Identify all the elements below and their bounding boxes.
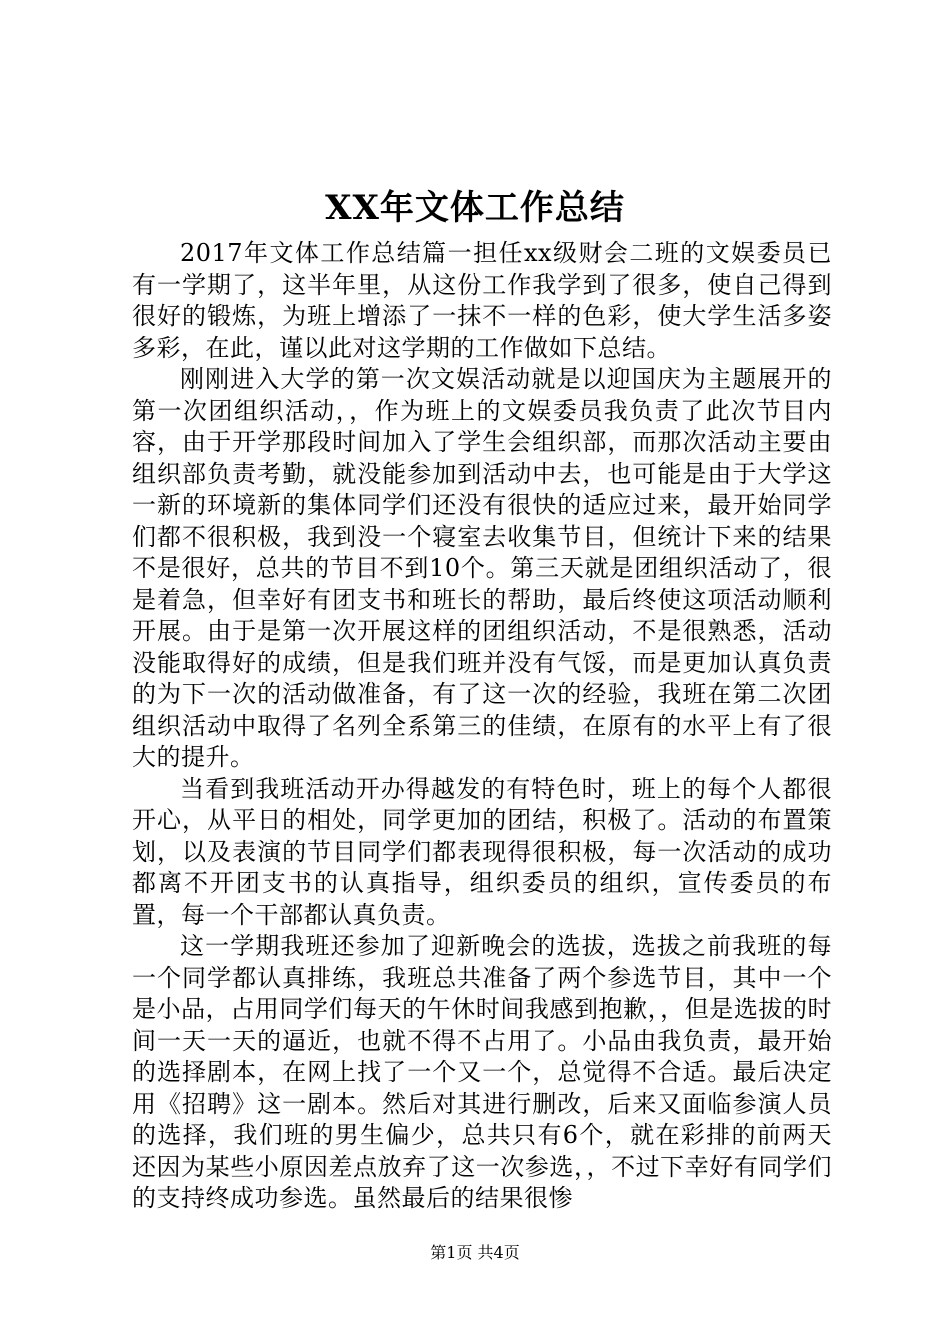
page-footer: 第1页 共4页 [430, 1243, 520, 1262]
paragraph-4: 这一学期我班还参加了迎新晚会的选拔，选拔之前我班的每一个同学都认真排练，我班总共准备了两个参选节目，其中一个是小品，占用同学们每天的午休时间我感到抱歉，，但是选拔的时间一天一天的逼近，也就不得不占用了。小品由我负责，最开始的选择剧本，在网上找了一个又一个，总觉得不合适。最后决定用《招聘》这一剧本。然后对其进行删改，后来又面临参演人员的选择，我们班的男生偏少，总共只有6个，就在彩排的前两天还因为某些小原因差点放弃了这一次参选，，不过下幸好有同学们的支持终成功参选。虽然最后的结果很惨 [132, 932, 832, 1212]
document-body [132, 238, 832, 1215]
paragraph-3: 当看到我班活动开办得越发的有特色时，班上的每个人都很开心，从平日的相处，同学更加的团结，积极了。活动的布置策划，以及表演的节目同学们都表现得很积极，每一次活动的成功都离不开团支书的认真指导，组织委员的组织，宣传委员的布置，每一个干部都认真负责。 [132, 774, 832, 929]
document-title: XX年文体工作总结 [325, 188, 625, 228]
paragraph-1: 2017年文体工作总结篇一担任xx级财会二班的文娱委员已有一学期了，这半年里，从这份工作我学到了很多，使自己得到很好的锻炼，为班上增添了一抹不一样的色彩，使大学生活多姿多彩，在此，谨以此对这学期的工作做如下总结。 [132, 239, 832, 362]
paragraph-2: 刚刚进入大学的第一次文娱活动就是以迎国庆为主题展开的第一次团组织活动，，作为班上的文娱委员我负责了此次节目内容，由于开学那段时间加入了学生会组织部，而那次活动主要由组织部负责考勤，就没能参加到活动中去，也可能是由于大学这一新的环境新的集体同学们还没有很快的适应过来，最开始同学们都不很积极，我到没一个寝室去收集节目，但统计下来的结果不是很好，总共的节目不到10个。第三天就是团组织活动了，很是着急，但幸好有团支书和班长的帮助，最后终使这项活动顺利开展。由于是第一次开展这样的团组织活动，不是很熟悉，活动没能取得好的成绩，但是我们班并没有气馁，而是更加认真负责的为下一次的活动做准备，有了这一次的经验，我班在第二次团组织活动中取得了名列全系第三的佳绩，在原有的水平上有了很大的提升。 [132, 365, 832, 771]
